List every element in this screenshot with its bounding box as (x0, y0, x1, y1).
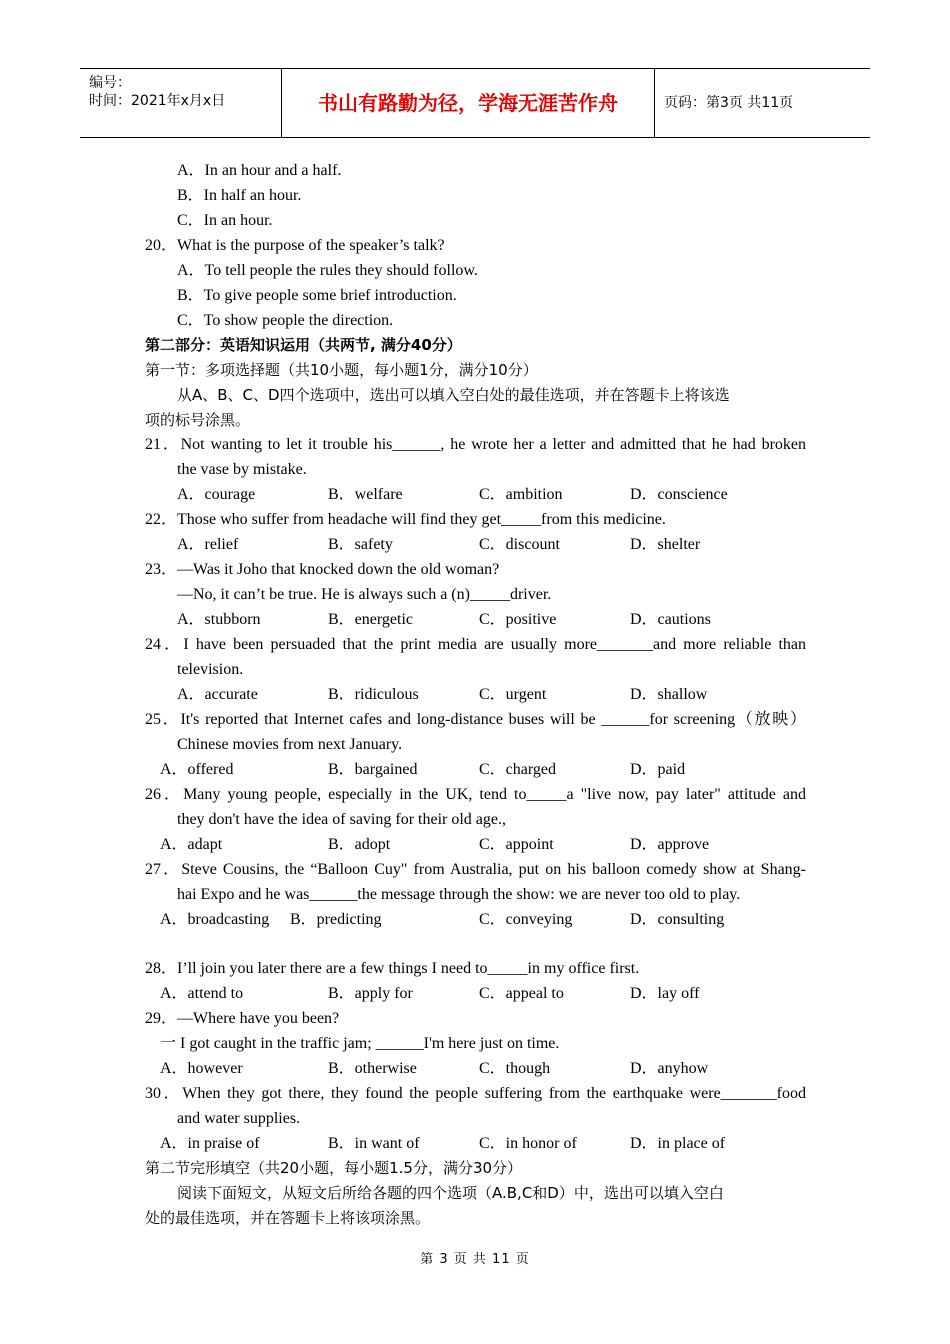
q29-stem: 29．—Where have you been? (145, 1010, 340, 1027)
section2-title: 第二节完形填空（共20小题，每小题1.5分，满分30分） (145, 1159, 523, 1177)
q20-stem: 20．What is the purpose of the speaker’s talk? (145, 237, 445, 254)
section2-instructions-2: 处的最佳选项，并在答题卡上将该项涂黑。 (145, 1209, 431, 1227)
q30-stem-cont: and water supplies. (177, 1110, 301, 1127)
header-page-info: 页码：第3页 共11页 (664, 95, 794, 111)
q20-option-c: C．To show people the direction. (177, 312, 394, 329)
q21-option-c: C．ambition (479, 486, 563, 503)
q26-option-c: C．appoint (479, 836, 554, 853)
q21-option-d: D．conscience (630, 486, 728, 503)
q19-option-c: C．In an hour. (177, 212, 273, 229)
q28-option-c: C．appeal to (479, 985, 564, 1002)
q27-option-c: C．conveying (479, 911, 573, 928)
q30-option-b: B．in want of (328, 1135, 420, 1152)
section1-instructions-1: 从A、B、C、D四个选项中，选出可以填入空白处的最佳选项，并在答题卡上将该选 (177, 386, 730, 404)
q22-option-b: B．safety (328, 536, 393, 553)
q22-option-c: C．discount (479, 536, 560, 553)
q25-option-c: C．charged (479, 761, 557, 778)
q25-stem: 25．It's reported that Internet cafes and long-distance buses will be ______for screening（放映） (145, 711, 806, 728)
q27-stem: 27．Steve Cousins, the “Balloon Cuy" from Australia, put on his balloon comedy show at Shang- (145, 861, 806, 878)
q26-stem-cont: they don't have the idea of saving for their old age., (177, 811, 506, 828)
q30-option-c: C．in honor of (479, 1135, 577, 1152)
header-meta (80, 69, 282, 137)
q23-option-a: A．stubborn (177, 611, 261, 628)
q25-option-b: B．bargained (328, 761, 418, 778)
time-label: 时间：2021年x月x日 (89, 93, 226, 109)
q20-option-a: A．To tell people the rules they should follow. (177, 262, 478, 279)
q22-stem: 22．Those who suffer from headache will find they get_____from this medicine. (145, 511, 666, 528)
q27-option-b: B．predicting (290, 911, 382, 928)
q20-option-b: B．To give people some brief introduction. (177, 287, 457, 304)
page-header (80, 68, 870, 138)
part2-title: 第二部分：英语知识运用（共两节, 满分40分） (145, 336, 462, 354)
q30-stem: 30．When they got there, they found the people suffering from the earthquake were_______food (145, 1085, 807, 1102)
q23-option-c: C．positive (479, 611, 557, 628)
q26-stem: 26．Many young people, especially in the UK, tend to_____a "live now, pay later" attitude and (145, 786, 806, 803)
q29-option-b: B．otherwise (328, 1060, 417, 1077)
q30-option-d: D．in place of (630, 1135, 726, 1152)
q23-option-b: B．energetic (328, 611, 414, 628)
q28-option-d: D．lay off (630, 985, 700, 1002)
q23-option-d: D．cautions (630, 611, 711, 628)
q21-option-b: B．welfare (328, 486, 403, 503)
q24-option-b: B．ridiculous (328, 686, 419, 703)
q19-option-b: B．In half an hour. (177, 187, 302, 204)
q29-stem-cont: 一 I got caught in the traffic jam; ______I'm here just on time. (160, 1035, 560, 1052)
q25-stem-cont: Chinese movies from next January. (177, 736, 403, 753)
q24-option-c: C．urgent (479, 686, 547, 703)
q24-stem-cont: television. (177, 661, 244, 678)
section2-instructions-1: 阅读下面短文，从短文后所给各题的四个选项（A.B,C和D）中，选出可以填入空白 (177, 1184, 724, 1202)
number-label: 编号： (89, 75, 131, 91)
q21-stem: 21．Not wanting to let it trouble his______, he wrote her a letter and admitted that he had broken (145, 436, 806, 453)
q28-option-b: B．apply for (328, 985, 413, 1002)
section1-instructions-2: 项的标号涂黑。 (145, 411, 251, 429)
q26-option-a: A．adapt (160, 836, 223, 853)
q22-option-a: A．relief (177, 536, 239, 553)
q27-stem-cont: hai Expo and he was______the message through the show: we are never too old to play. (177, 886, 741, 903)
section1-title: 第一节：多项选择题（共10小题，每小题1分，满分10分） (145, 361, 538, 379)
page-footer: 第 3 页 共 11 页 (420, 1252, 530, 1267)
q21-stem-cont: the vase by mistake. (177, 461, 307, 478)
q26-option-d: D．approve (630, 836, 710, 853)
q24-option-a: A．accurate (177, 686, 258, 703)
q26-option-b: B．adopt (328, 836, 391, 853)
q23-stem: 23．—Was it Joho that knocked down the old woman? (145, 561, 500, 578)
header-motto: 书山有路勤为径，学海无涯苦作舟 (282, 69, 655, 137)
q25-option-d: D．paid (630, 761, 686, 778)
q25-option-a: A．offered (160, 761, 234, 778)
q27-option-a: A．broadcasting (160, 911, 270, 928)
q21-option-a: A．courage (177, 486, 256, 503)
q30-option-a: A．in praise of (160, 1135, 260, 1152)
q22-option-d: D．shelter (630, 536, 701, 553)
q28-option-a: A．attend to (160, 985, 244, 1002)
q29-option-a: A．however (160, 1060, 243, 1077)
q23-stem-cont: —No, it can’t be true. He is always such a (n)_____driver. (177, 586, 552, 603)
q24-stem: 24．I have been persuaded that the print media are usually more_______and more reliable than (145, 636, 807, 653)
q24-option-d: D．shallow (630, 686, 708, 703)
q19-option-a: A．In an hour and a half. (177, 162, 342, 179)
q29-option-d: D．anyhow (630, 1060, 709, 1077)
q27-option-d: D．consulting (630, 911, 725, 928)
q28-stem: 28．I’ll join you later there are a few things I need to_____in my office first. (145, 960, 640, 977)
q29-option-c: C．though (479, 1060, 551, 1077)
